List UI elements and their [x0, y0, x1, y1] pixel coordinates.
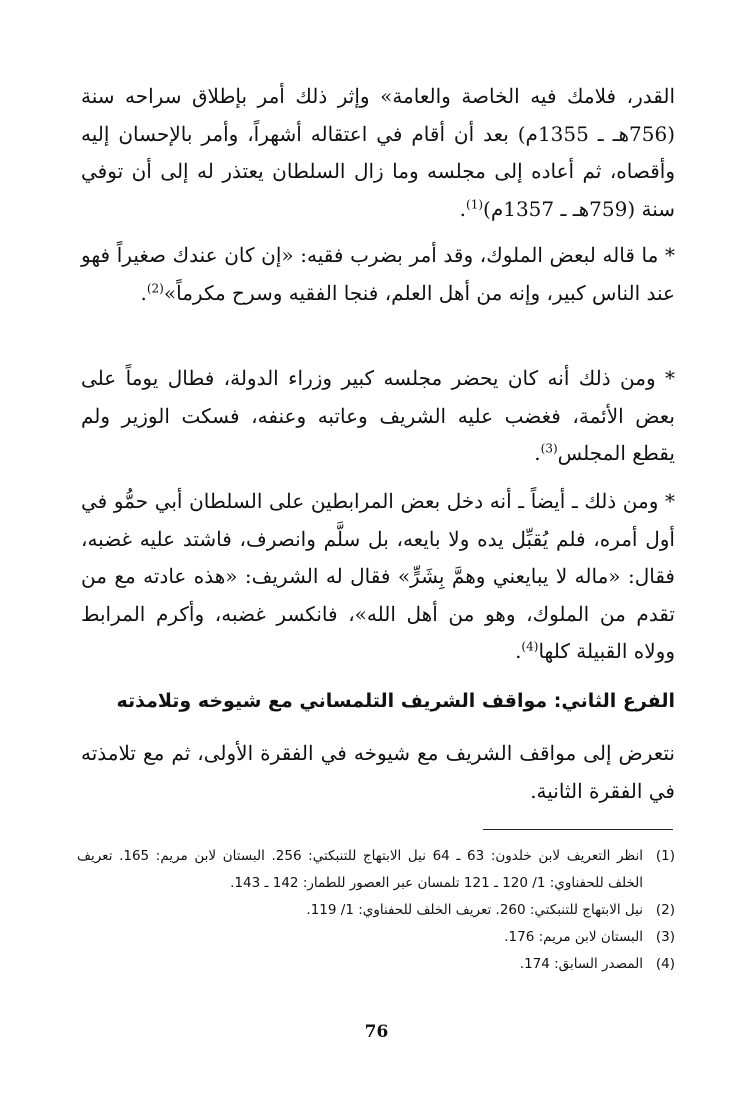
paragraph-end: . [459, 196, 467, 221]
paragraph-end: . [140, 280, 147, 305]
footnote-item [77, 897, 675, 924]
footnote-ref: (3) [540, 441, 558, 456]
footnote-ref: (4) [521, 639, 539, 654]
paragraph-release [81, 78, 675, 228]
footnote-number: (1) [655, 848, 675, 864]
footnote-number: (4) [655, 956, 675, 972]
footnote-item [77, 951, 675, 978]
footnote-ref: (2) [146, 280, 164, 295]
footnote-number: (3) [655, 929, 675, 945]
page-number: 76 [364, 1022, 389, 1042]
footnote-item [77, 924, 675, 951]
footnote-text: نيل الابتهاج للتنبكتي: 260. تعريف الخلف للحفناوي: 1/ 119. [306, 902, 643, 918]
paragraph-text: * ومن ذلك أنه كان يحضر مجلسه كبير وزراء الدولة، فطال يوماً على بعض الأئمة، فغضب عليه الشريف وعاتبه وعنفه، فسكت الوزير ولم يقطع المجلس [81, 366, 675, 465]
paragraph-murabit [81, 483, 675, 671]
footnote-text: انظر التعريف لابن خلدون: 63 ـ 64 نيل الابتهاج للتنبكتي: 256. البستان لابن مريم: 165. تعريف الخلف للحفناوي: 1/ 120 ـ 121 تلمسان عبر العصور للطمار: 142 ـ 143. [77, 848, 643, 891]
paragraph-text: * ومن ذلك ـ أيضاً ـ أنه دخل بعض المرابطين على السلطان أبي حمُّو في أول أمره، فلم يُقبِّل يده ولا بايعه، بل سلَّم وانصرف، فاشتد عليه غضبه، فقال: «ماله لا يبايعني وهمَّ بِشَرٍّ» فقال له الشريف: «هذه عادته مع من تقدم من الملوك، وهو من أهل الله»، فانكسر غضبه، وأكرم المرابط وولاه القبيلة كلها [81, 489, 675, 663]
footnote-divider [483, 829, 673, 830]
footnote-text: المصدر السابق: 174. [519, 956, 643, 972]
footnotes [77, 843, 675, 978]
footnote-ref: (1) [466, 196, 484, 211]
paragraph-vizier [81, 360, 675, 473]
footnote-number: (2) [655, 902, 675, 918]
paragraph-text: القدر، فلامك فيه الخاصة والعامة» وإثر ذلك أمر بإطلاق سراحه سنة (756هـ ـ 1355م) بعد أن أقام في اعتقاله أشهراً، وأمر بالإحسان إليه وأقصاه، ثم أعاده إلى مجلسه وما زال السلطان يعتذر له إلى أن توفي سنة (759هـ ـ 1357م) [81, 84, 675, 221]
section-heading: الفرع الثاني: مواقف الشريف التلمساني مع شيوخه وتلامذته [116, 690, 675, 712]
paragraph-intro: نتعرض إلى مواقف الشريف مع شيوخه في الفقرة الأولى، ثم مع تلامذته في الفقرة الثانية. [81, 741, 675, 803]
footnote-text: البستان لابن مريم: 176. [504, 929, 643, 945]
paragraph-end: . [515, 639, 522, 663]
paragraph-text: * ما قاله لبعض الملوك، وقد أمر بضرب فقيه: «إن كان عندك صغيراً فهو عند الناس كبير، وإنه من أهل العلم، فنجا الفقيه وسرح مكرماً» [81, 243, 675, 305]
paragraph-faqih [81, 237, 675, 312]
footnote-item [77, 843, 675, 897]
paragraph-end: . [534, 441, 541, 465]
